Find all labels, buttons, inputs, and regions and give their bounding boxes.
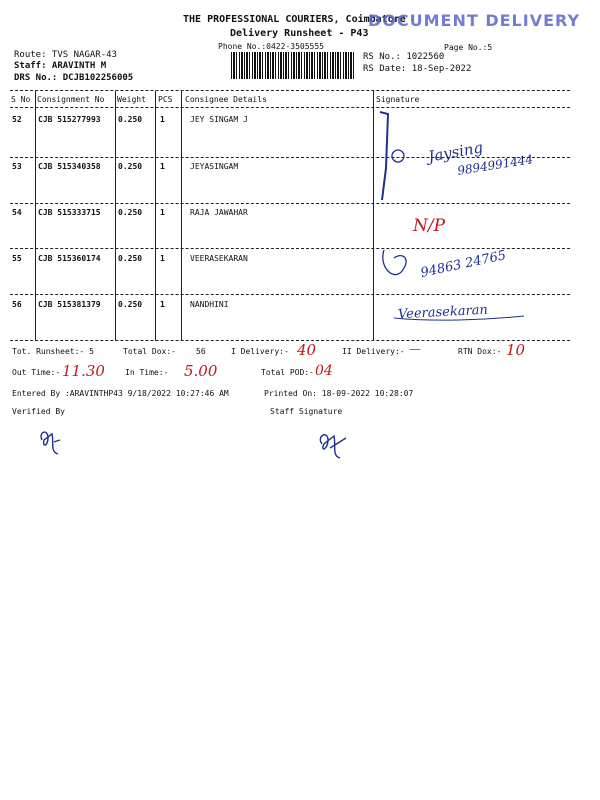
row-sno: 53 (12, 162, 22, 171)
column-header-sno: S No (11, 95, 31, 104)
handwritten-signature-row56: Veerasekaran (397, 302, 489, 323)
row-sno: 54 (12, 208, 22, 217)
row-weight: 0.250 (118, 115, 143, 124)
total-pod-label: Total POD:- (261, 368, 314, 377)
staff-signature (312, 424, 354, 464)
row-consignment-no: CJB 515340358 (38, 162, 101, 171)
row-pcs: 1 (160, 115, 165, 124)
column-divider (35, 91, 36, 341)
row-sno: 52 (12, 115, 22, 124)
column-header-weight: Weight (117, 95, 146, 104)
i-delivery-label: I Delivery:- (231, 347, 289, 356)
row-consignee: RAJA JAWAHAR (190, 208, 248, 217)
column-divider (181, 91, 182, 341)
page-number: Page No.:5 (444, 43, 493, 52)
handwritten-signature-row53-phone: 9894991444 (456, 152, 534, 178)
ii-delivery-label: II Delivery:- (342, 347, 405, 356)
row-consignee: NANDHINI (190, 300, 229, 309)
row-consignment-no: CJB 515277993 (38, 115, 101, 124)
handwritten-signature-row55: 94863 24765 (419, 248, 508, 281)
verified-by-label: Verified By (12, 407, 65, 416)
row-pcs: 1 (160, 208, 165, 217)
row-pcs: 1 (160, 162, 165, 171)
column-header-consignment: Consignment No (37, 95, 105, 104)
out-time-label: Out Time:- (12, 368, 61, 377)
row-pcs: 1 (160, 300, 165, 309)
entered-by: Entered By :ARAVINTHP43 9/18/2022 10:27:46 AM (12, 389, 229, 398)
row-weight: 0.250 (118, 162, 143, 171)
total-runsheet: Tot. Runsheet:- 5 (12, 347, 94, 356)
row-weight: 0.250 (118, 300, 143, 309)
handwritten-signature-row53-name: Jaysing (426, 138, 485, 166)
row-consignee: JEY SINGAM J (190, 115, 248, 124)
row-consignee: VEERASEKARAN (190, 254, 248, 263)
column-header-pcs: PCS (158, 95, 173, 104)
table-bottom-rule (10, 340, 570, 341)
column-header-signature: Signature (376, 95, 420, 104)
verified-by-signature (34, 422, 70, 458)
signature-scribble-row55 (383, 250, 406, 275)
verified-by-signature-stroke (41, 432, 60, 454)
row-sno: 56 (12, 300, 22, 309)
company-name: THE PROFESSIONAL COURIERS, Coimbatore (183, 14, 406, 25)
total-pod-value: 04 (315, 363, 333, 379)
row-consignment-no: CJB 515360174 (38, 254, 101, 263)
signature-bracket-stroke (380, 112, 388, 200)
phone-number: Phone No.:0422-3505555 (218, 42, 324, 51)
row-weight: 0.250 (118, 208, 143, 217)
document-delivery-stamp: DOCUMENT DELIVERY (368, 11, 581, 30)
row-pcs: 1 (160, 254, 165, 263)
row-weight: 0.250 (118, 254, 143, 263)
column-divider (115, 91, 116, 341)
table-top-rule (10, 90, 570, 91)
row-consignment-no: CJB 515333715 (38, 208, 101, 217)
ii-delivery-value: — (409, 342, 421, 356)
staff-name: Staff: ARAVINTH M (14, 61, 107, 71)
column-divider (155, 91, 156, 341)
staff-signature-stroke (320, 435, 346, 458)
route: Route: TVS NAGAR-43 (14, 50, 117, 60)
row-consignee: JEYASINGAM (190, 162, 239, 171)
runsheet-title: Delivery Runsheet - P43 (230, 28, 369, 39)
out-time-value: 11.30 (62, 362, 105, 380)
rs-number: RS No.: 1022560 (363, 52, 445, 62)
rtn-dox-value: 10 (506, 341, 526, 359)
handwritten-np-mark: N/P (413, 216, 446, 236)
rs-date: RS Date: 18-Sep-2022 (363, 64, 472, 74)
drs-number: DRS No.: DCJB102256005 (14, 73, 134, 83)
signature-circle-stroke (392, 150, 404, 162)
in-time-label: In Time:- (125, 368, 169, 377)
total-dox-value: 56 (196, 347, 206, 356)
rtn-dox-label: RTN Dox:- (458, 347, 502, 356)
staff-signature-label: Staff Signature (270, 407, 343, 416)
column-header-consignee: Consignee Details (185, 95, 267, 104)
in-time-value: 5.00 (184, 362, 218, 380)
i-delivery-value: 40 (297, 341, 317, 359)
total-dox-label: Total Dox:- (123, 347, 176, 356)
row-sno: 55 (12, 254, 22, 263)
row-consignment-no: CJB 515381379 (38, 300, 101, 309)
barcode (231, 52, 355, 79)
printed-on: Printed On: 18-09-2022 10:28:07 (264, 389, 414, 398)
